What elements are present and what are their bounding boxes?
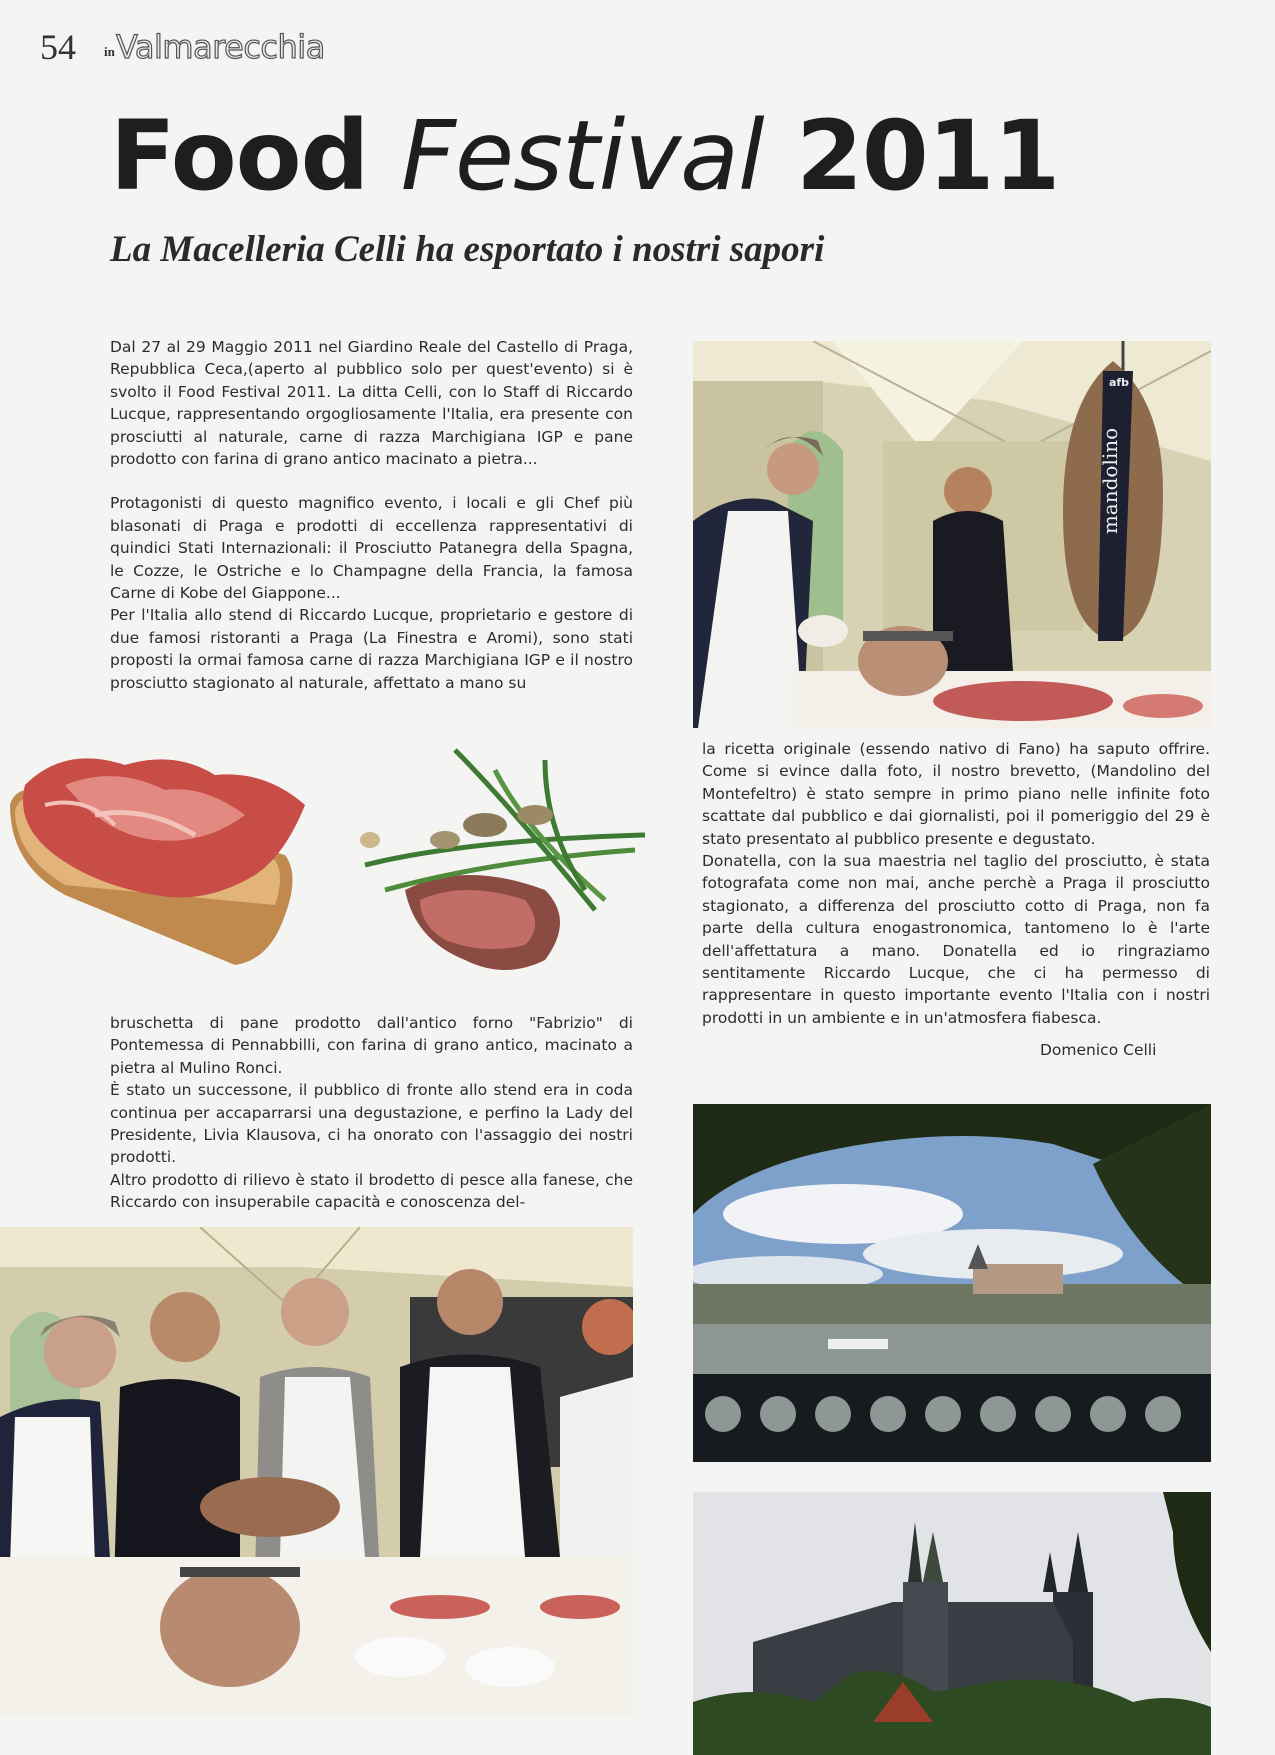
column-2-text (702, 738, 1210, 1029)
title-part-1: Food (110, 100, 369, 212)
paragraph: Dal 27 al 29 Maggio 2011 nel Giardino Reale del Castello di Praga, Repubblica Ceca,(aperto al pubblico solo per quest'evento) si è svolto il Food Festival 2011. La ditta Celli, con lo Staff di Riccardo Lucque, rappresentando orgogliosamente l'Italia, era presente con prosciutti al naturale, carne di razza Marchigiana IGP e pane prodotto con farina di grano antico macinato a pietra... (110, 338, 633, 469)
photo-bruschetta (5, 745, 333, 977)
column-1-upper-text (110, 336, 633, 694)
photo-prague-cathedral (693, 1492, 1211, 1755)
page-number: 54 (40, 27, 76, 67)
paragraph: Altro prodotto di rilievo è stato il brodetto di pesce alla fanese, che Riccardo con insuperabile capacità e conoscenza del- (110, 1170, 633, 1212)
article-subtitle: La Macelleria Celli ha esportato i nostri sapori (110, 229, 825, 270)
column-1-lower-text (110, 1012, 633, 1214)
title-part-3: 2011 (796, 100, 1060, 212)
photo-team-stand (0, 1227, 633, 1714)
mandolino-sign-text: mandolino (1098, 427, 1122, 535)
photo-stand-prosciutto (693, 341, 1211, 728)
magazine-prefix: in (104, 44, 115, 59)
magazine-name: Valmarecchia (116, 28, 325, 66)
paragraph: bruschetta di pane prodotto dall'antico forno "Fabrizio" di Pontemessa di Pennabbilli, con farina di grano antico, macinato a pietra al Mulino Ronci. (110, 1014, 633, 1077)
photo-steak-greens (345, 740, 660, 985)
title-part-2: Festival (400, 100, 764, 212)
photo-prague-river (693, 1104, 1211, 1462)
paragraph: la ricetta originale (essendo nativo di Fano) ha saputo offrire. Come si evince dalla foto, il nostro brevetto, (Mandolino del Montefeltro) è stato sempre in primo piano nelle infinite foto scattate dal pubblico e dai giornalisti, poi il pomeriggio del 29 è stato presentato al pubblico presente e degustato. (702, 740, 1210, 848)
author-signature: Domenico Celli (1040, 1041, 1157, 1059)
article-title (110, 100, 1060, 212)
brand-label-text: afb (1108, 376, 1130, 389)
paragraph: È stato un successone, il pubblico di fronte allo stend era in coda continua per accaparrarsi una degustazione, e perfino la Lady del Presidente, Livia Klausova, ci ha onorato con l'assaggio dei nostri prodotti. (110, 1081, 633, 1167)
paragraph: Protagonisti di questo magnifico evento, i locali e gli Chef più blasonati di Praga e prodotti di eccellenza rappresentativi di quindici Stati Internazionali: il Prosciutto Patanegra della Spagna, le Cozze, le Ostriche e lo Champagne della Francia, la famosa Carne di Kobe del Giappone... (110, 494, 633, 603)
paragraph: Donatella, con la sua maestria nel taglio del prosciutto, è stata fotografata come non mai, anche perchè a Praga il prosciutto stagionato, a differenza del prosciutto cotto di Praga, non fa parte della cultura enogastronomica, tantomeno lo è l'arte dell'affettatura a mano. Donatella ed io ringraziamo sentitamente Riccardo Lucque, che ci ha permesso di rappresentare in questo importante evento l'Italia con i nostri prodotti in un ambiente e in un'atmosfera fiabesca. (702, 852, 1210, 1027)
paragraph: Per l'Italia allo stend di Riccardo Lucque, proprietario e gestore di due famosi ristoranti a Praga (La Finestra e Aromi), sono stati proposti la ormai famosa carne di razza Marchigiana IGP e il nostro prosciutto stagionato al naturale, affettato a mano su (110, 606, 633, 692)
